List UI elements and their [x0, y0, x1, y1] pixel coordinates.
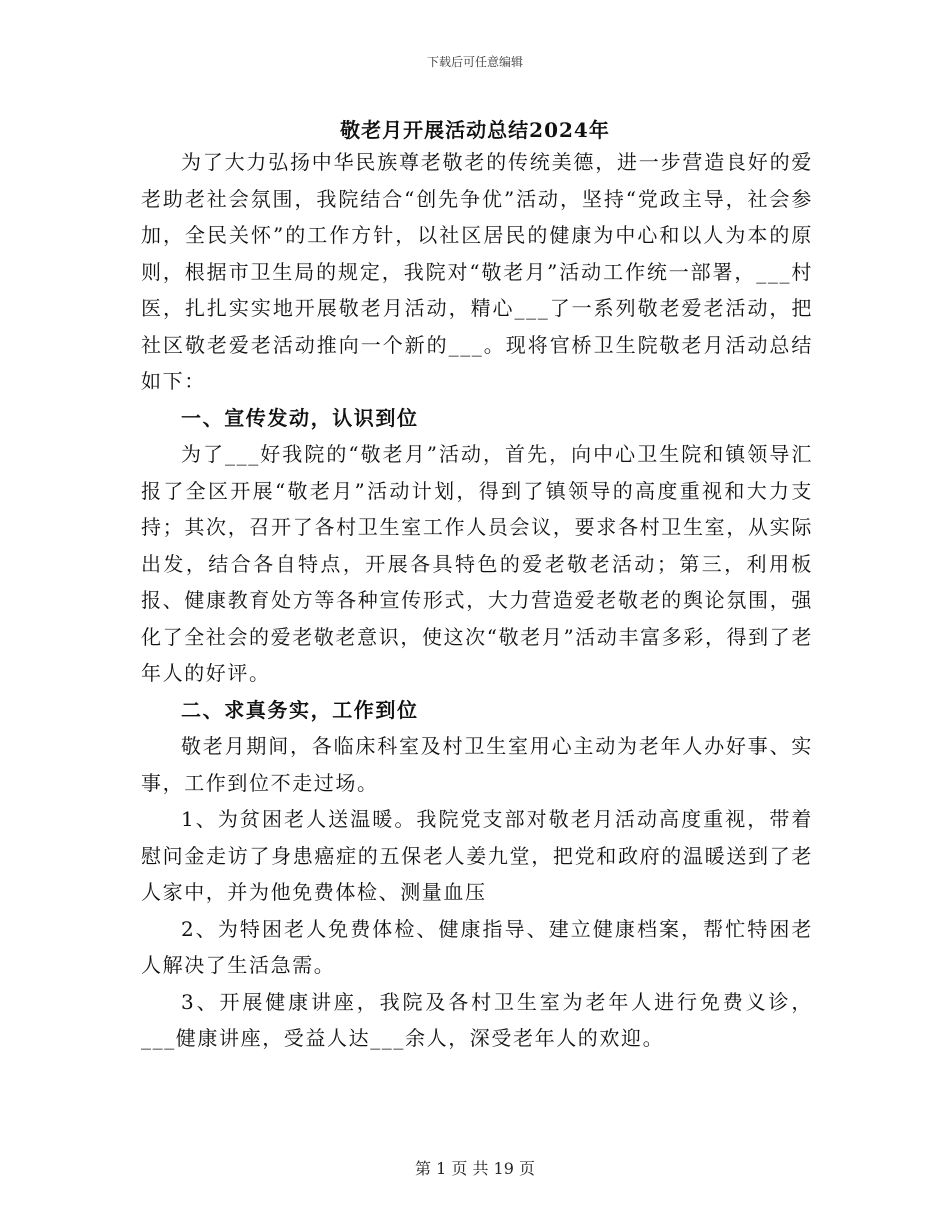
section-2-item-2: 2、为特困老人免费体检、健康指导、建立健康档案，帮忙特困老人解决了生活急需。 [141, 916, 813, 977]
section-2-item-3: 3、开展健康讲座，我院及各村卫生室为老年人进行免费义诊，___健康讲座，受益人达___余人，深受老年人的欢迎。 [141, 989, 813, 1050]
intro-paragraph: 为了大力弘扬中华民族尊老敬老的传统美德，进一步营造良好的爱老助老社会氛围，我院结合“创先争优”活动，坚持“党政主导，社会参加，全民关怀”的工作方针，以社区居民的健康为中心和以人为本的原则，根据市卫生局的规定，我院对“敬老月”活动工作统一部署，___村医，扎扎实实地开展敬老月活动，精心___了一系列敬老爱老活动，把社区敬老爱老活动推向一个新的___。现将官桥卫生院敬老月活动总结如下： [141, 150, 813, 393]
section-heading-1: 一、宣传发动，认识到位 [181, 405, 419, 430]
document-title: 敬老月开展活动总结2024年 [340, 118, 610, 142]
page-number: 第 1 页 共 19 页 [415, 1159, 535, 1178]
section-2-paragraph: 敬老月期间，各临床科室及村卫生室用心主动为老年人办好事、实事，工作到位不走过场。 [141, 734, 813, 795]
section-1-paragraph: 为了___好我院的“敬老月”活动，首先，向中心卫生院和镇领导汇报了全区开展“敬老月”活动计划，得到了镇领导的高度重视和大力支持；其次，召开了各村卫生室工作人员会议，要求各村卫生室，从实际出发，结合各自特点，开展各具特色的爱老敬老活动；第三，利用板报、健康教育处方等各种宣传形式，大力营造爱老敬老的舆论氛围，强化了全社会的爱老敬老意识，使这次“敬老月”活动丰富多彩，得到了老年人的好评。 [141, 442, 813, 685]
section-heading-2: 二、求真务实，工作到位 [181, 697, 419, 722]
page-header: 下载后可任意编辑 [426, 55, 523, 69]
section-2-item-1: 1、为贫困老人送温暖。我院党支部对敬老月活动高度重视，带着慰问金走访了身患癌症的五保老人姜九堂，把党和政府的温暖送到了老人家中，并为他免费体检、测量血压 [141, 807, 813, 904]
document-body [141, 144, 813, 1057]
